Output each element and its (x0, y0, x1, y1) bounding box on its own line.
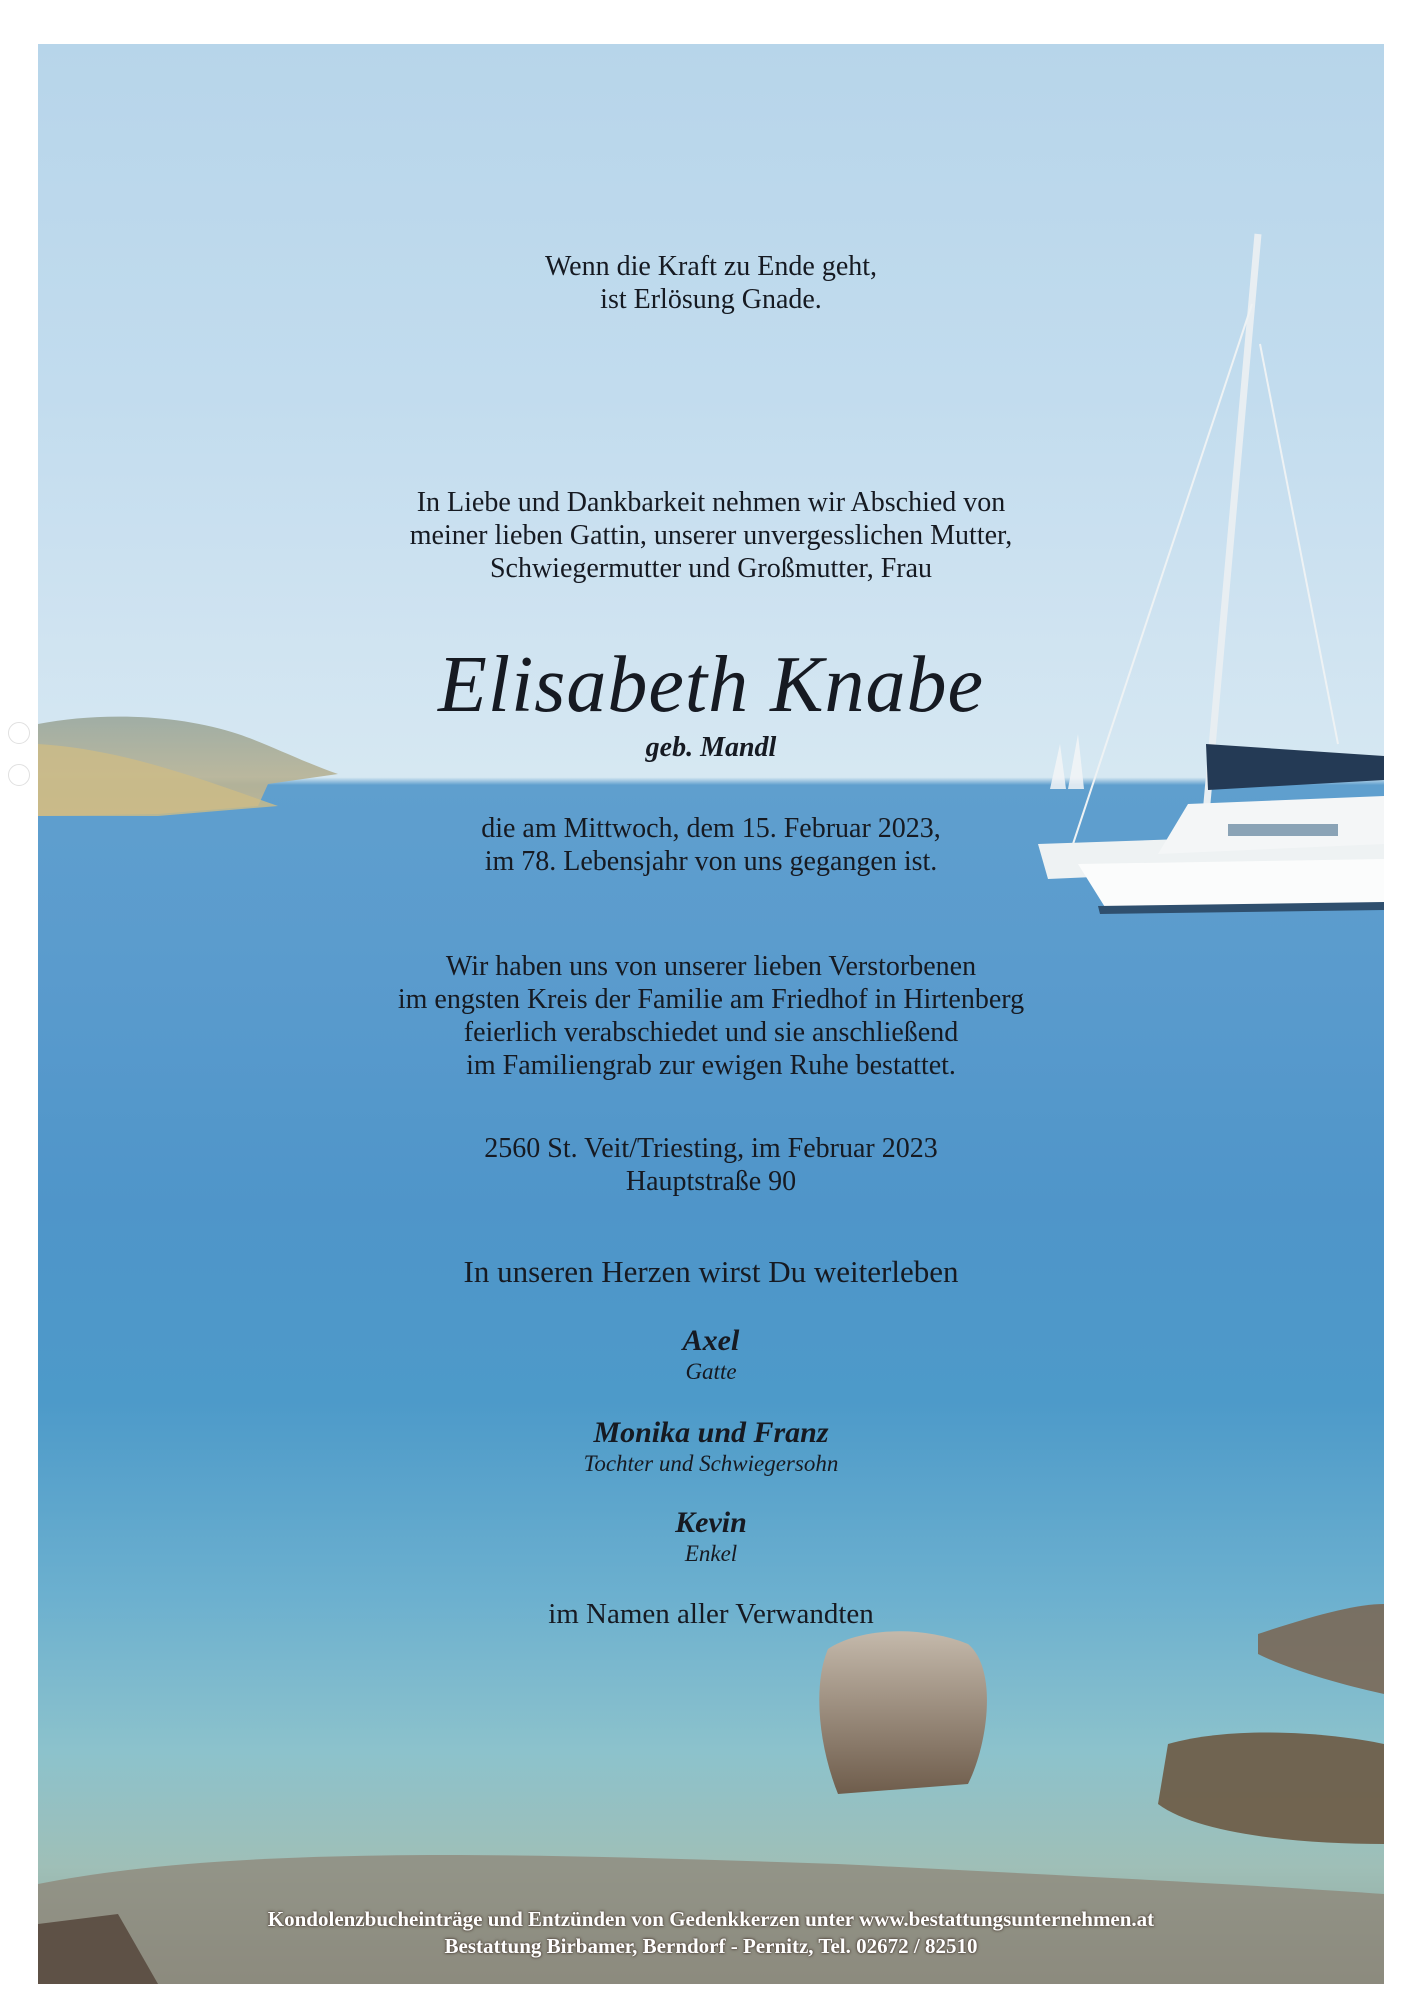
motto-line-1: Wenn die Kraft zu Ende geht, (544, 251, 878, 282)
footer-line-2: Bestattung Birbamer, Berndorf - Pernitz, Tel. 02672 / 82510 (444, 1934, 978, 1958)
punch-hole-bottom (8, 764, 30, 786)
punch-hole-top (8, 722, 30, 744)
closing-line: In unseren Herzen wirst Du weiterleben (463, 1254, 959, 1289)
intro-text (38, 486, 1384, 585)
rock-center (819, 1631, 987, 1794)
intro-line-2: meiner lieben Gattin, unserer unvergesslichen Mutter, (409, 520, 1013, 551)
mourner-relation: Gatte (685, 1359, 737, 1384)
death-info-line-1: die am Mittwoch, dem 15. Februar 2023, (481, 813, 941, 844)
funeral-info-line-3: feierlich verabschiedet und sie anschließend (463, 1017, 959, 1048)
death-info (38, 812, 1384, 878)
mourner-name: Kevin (675, 1506, 747, 1539)
mourner-2 (38, 1416, 1384, 1478)
mourner-name: Monika und Franz (593, 1416, 829, 1449)
signoff: im Namen aller Verwandten (548, 1598, 874, 1630)
death-info-line-2: im 78. Lebensjahr von uns gegangen ist. (484, 846, 938, 877)
mourner-relation: Enkel (684, 1541, 738, 1566)
mourner-3 (38, 1506, 1384, 1568)
funeral-info-line-2: im engsten Kreis der Familie am Friedhof in Hirtenberg (397, 984, 1025, 1015)
motto-line-2: ist Erlösung Gnade. (600, 284, 822, 315)
deceased-name: Elisabeth Knabe (437, 641, 985, 729)
obituary-sheet (38, 44, 1384, 1984)
rock-right (1158, 1732, 1384, 1844)
intro-line-1: In Liebe und Dankbarkeit nehmen wir Abschied von (416, 487, 1006, 518)
birth-name: geb. Mandl (645, 732, 777, 763)
footer-line-1: Kondolenzbucheinträge und Entzünden von Gedenkkerzen unter www.bestattungsunternehmen.at (267, 1907, 1155, 1931)
place-date (38, 1132, 1384, 1198)
motto (38, 250, 1384, 316)
funeral-info-line-1: Wir haben uns von unserer lieben Verstorbenen (445, 951, 977, 982)
funeral-info (38, 950, 1384, 1082)
address-line: Hauptstraße 90 (625, 1166, 797, 1197)
intro-line-3: Schwiegermutter und Großmutter, Frau (489, 553, 933, 584)
place-date-line-1: 2560 St. Veit/Triesting, im Februar 2023 (484, 1133, 938, 1164)
mourner-1 (38, 1324, 1384, 1386)
mourner-relation: Tochter und Schwiegersohn (583, 1451, 839, 1476)
mourner-name: Axel (682, 1324, 740, 1357)
footer (38, 1906, 1384, 1960)
funeral-info-line-4: im Familiengrab zur ewigen Ruhe bestattet. (466, 1050, 956, 1081)
